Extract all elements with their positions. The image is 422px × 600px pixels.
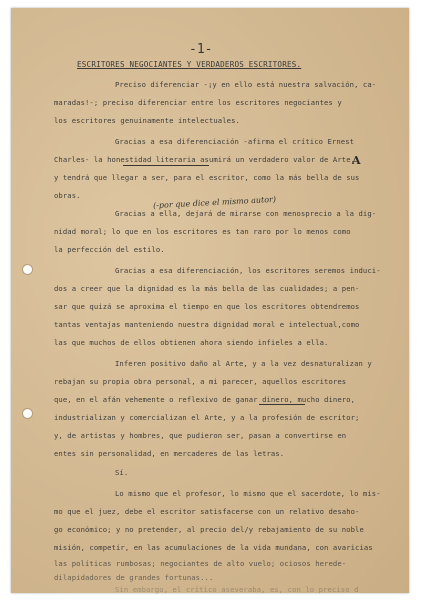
page-number: -1- [189, 42, 213, 57]
text-line: las que muchos de ellos obtienen ahora siendo infieles a ella. [54, 338, 329, 347]
text-line: y, de artistas y hombres, que pudieron ser, pasan a convertirse en [54, 431, 347, 440]
text-line: industrializan y comercializan el Arte, y a la profesión de escritor; [54, 413, 360, 422]
text-line: Gracias a ella, dejará de mirarse con menosprecio a la dig- [115, 209, 377, 218]
text-line: Sí. [115, 468, 129, 477]
text-line: misión, competir, en las acumulaciones de la vida mundana, con avaricias [54, 543, 373, 552]
ganar-dinero-underline [259, 404, 305, 405]
text-line: obras. [54, 191, 81, 200]
text-line: dilapidadores de grandes fortunas... [54, 573, 214, 582]
handwritten-correction: A [352, 154, 361, 167]
text-line: sar que quizá se aproxima el tiempo en que los escritores obtendremos [54, 302, 360, 311]
text-line: la perfección del estilo. [54, 245, 165, 254]
text-line: entes sin personalidad, en mercaderes de las letras. [54, 449, 285, 458]
text-line: maradas!-; preciso diferenciar entre los escritores negociantes y [54, 98, 342, 107]
text-line: y tendrá que llegar a ser, para el escritor, como la más bella de sus [54, 173, 360, 182]
text-line: go económico; y no pretender, al precio del/y rebajamiento de su noble [54, 525, 364, 534]
text-line: dos a creer que la dignidad es la más bella de las cualidades; a pen- [54, 284, 360, 293]
document-title: ESCRITORES NEGOCIANTES Y VERDADEROS ESCRITORES. [77, 60, 302, 69]
text-line: rebajan su propia obra personal, a mi parecer, aquellos escritores [54, 377, 347, 386]
text-line: que, en el afán vehemente o reflexivo de ganar dinero, mucho dinero, [54, 395, 356, 404]
text-line: Gracias a esa diferenciación, los escritores seremos induci- [115, 266, 381, 275]
document-page [11, 8, 409, 593]
handwritten-annotation: (-por que dice el mismo autor) [152, 194, 277, 211]
text-line: Preciso diferenciar -¡y en ello está nuestra salvación, ca- [115, 80, 377, 89]
text-line: Charles- la honestidad literaria asumirá un verdadero valor de Arte, [54, 155, 356, 164]
text-line: los escritores genuinamente intelectuales. [54, 116, 240, 125]
text-line: mo que el juez, debe el escritor satisfacerse con un relativo desaho- [54, 507, 360, 516]
text-line: Inferen positivo daño al Arte, y a la vez desnaturalizan y [115, 359, 372, 368]
punch-hole-bottom [22, 408, 33, 419]
text-line: las políticas rumbosas; negociantes de alto vuelo; ociosos herede- [54, 559, 347, 568]
text-line: Gracias a esa diferenciación -afirma el crítico Ernest [115, 137, 355, 146]
text-line: Sin embargo, el crítico aseveraba, es, con lo preciso d [115, 585, 359, 594]
text-line: nidad moral; lo que en los escritores es tan raro por lo menos como [54, 227, 351, 236]
punch-hole-top [22, 264, 33, 275]
text-line: tantas ventajas manteniendo nuestra dignidad moral e intelectual,como [54, 320, 360, 329]
honestidad-underline [123, 165, 209, 166]
text-line: Lo mismo que el profesor, lo mismo que el sacerdote, lo mis- [115, 489, 381, 498]
